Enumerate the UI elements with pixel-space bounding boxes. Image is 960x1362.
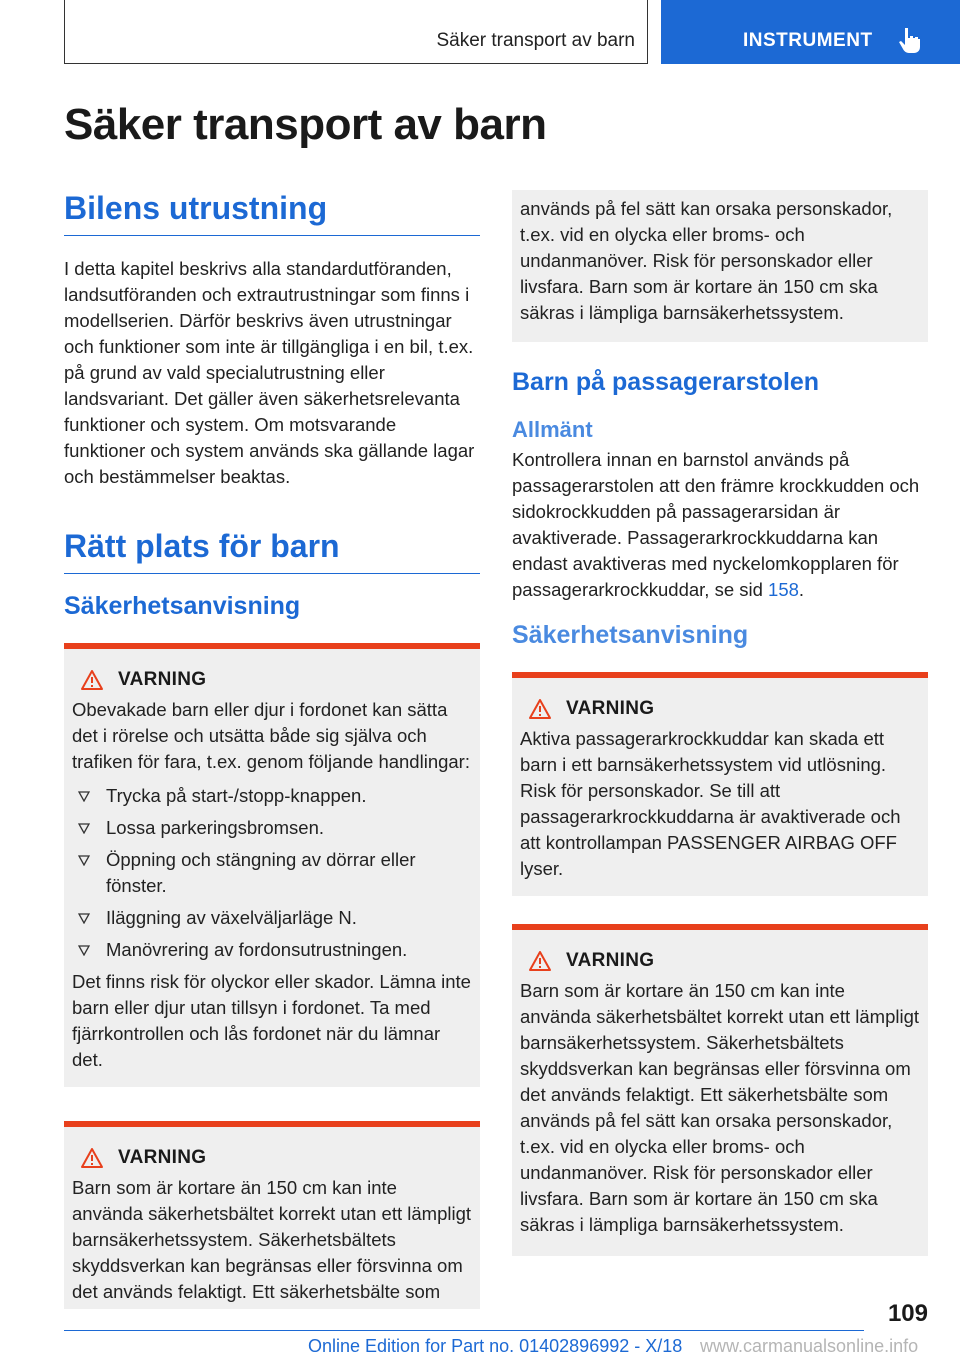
section-heading-ratt-plats: Rätt plats för barn	[64, 528, 480, 574]
warning-box-seatbelt-full	[512, 924, 928, 1256]
warning-list	[72, 783, 472, 963]
subheading-sakerhetsanvisning-right: Säkerhetsanvisning	[512, 621, 749, 649]
bilens-utrustning-text: I detta kapitel beskrivs alla standardutföranden, landsutföranden och extrautrustningar som finns i modellserien. Därför beskrivs även utrustningar och funktioner som inte är tillgängliga i en bil, t.ex. på grund av vald specialutrustning eller landsvariant. Det gäller även säkerhetsrelevanta funktioner och system. Om motsvarande funktioner och system används ska gällande lagar och bestämmelser beaktas.	[64, 258, 475, 487]
section-heading-bilens-utrustning: Bilens utrustning	[64, 190, 480, 236]
subheading-barn-passagerarstolen: Barn på passagerarstolen	[512, 368, 820, 396]
warning-intro: Obevakade barn eller djur i fordonet kan sätta det i rörelse och utsätta både sig själva och trafiken för fara, t.ex. genom följande handlingar:	[72, 699, 470, 772]
warning-continued-text: används på fel sätt kan orsaka personskador, t.ex. vid en olycka eller broms- och undanmanöver. Risk för personskador eller livsfara. Barn som är kortare än 150 cm ska säkras i lämpliga barnsäkerhetssystem.	[520, 198, 893, 323]
warning-title: VARNING	[566, 950, 655, 971]
footer-edition: Online Edition for Part no. 01402896992 - X/18	[308, 1336, 683, 1356]
header-section-box	[64, 0, 648, 64]
warning-box-continued	[512, 190, 928, 342]
warning-text: Barn som är kortare än 150 cm kan inte använda säkerhetsbältet korrekt utan ett lämpligt barnsäkerhetssystem. Säkerhetsbältets skyddsverkan kan begränsas eller försvinna om det används felaktigt. Ett säkerhetsbälte som	[72, 1177, 472, 1302]
header-tab-instrument[interactable]	[661, 0, 960, 64]
left-column	[64, 190, 480, 1309]
list-item: Öppning och stängning av dörrar eller fönster.	[72, 847, 472, 899]
warning-text: Aktiva passagerarkrockkuddar kan skada ett barn i ett barnsäkerhetssystem vid utlösning. Risk för personskador. Se till att passagerarkrockkuddarna är avaktiverade och att kontrollampan PASSENGER AIRBAG OFF lyser.	[520, 728, 901, 879]
triangle-bullet-icon	[78, 855, 90, 866]
list-item: Iläggning av växelväljarläge N.	[72, 905, 472, 931]
list-item: Lossa parkeringsbromsen.	[72, 815, 472, 841]
pointing-hand-icon	[899, 26, 923, 54]
warning-title: VARNING	[118, 1147, 207, 1168]
warning-box-seatbelt	[64, 1121, 480, 1309]
subheading-sakerhetsanvisning-left: Säkerhetsanvisning	[64, 592, 301, 620]
header-tab-label: INSTRUMENT	[743, 30, 873, 51]
page-title: Säker transport av barn	[64, 100, 547, 149]
warning-triangle-icon	[80, 669, 104, 691]
right-column	[512, 190, 928, 1256]
warning-outro: Det finns risk för olyckor eller skador. Lämna inte barn eller djur utan tillsyn i fordonet. Ta med fjärrkontrollen och lås fordonet när du lämnar det.	[72, 971, 471, 1070]
warning-box-airbag	[512, 672, 928, 896]
footer-divider	[64, 1330, 864, 1331]
allmant-text: Kontrollera innan en barnstol används på passagerarstolen att den främre krockkudden och sidokrockkudden på passagerarsidan är avaktiverade. Passagerarkrockkuddarna kan endast avaktiveras med nyckelomkopplaren för passagerarkrockkuddar, se sid 158.	[512, 449, 920, 600]
page-link-158[interactable]: 158	[768, 579, 799, 600]
triangle-bullet-icon	[78, 945, 90, 956]
header-section-title: Säker transport av barn	[436, 30, 635, 51]
triangle-bullet-icon	[78, 791, 90, 802]
warning-box-unattended	[64, 643, 480, 1087]
list-item: Manövrering av fordonsutrustningen.	[72, 937, 472, 963]
warning-text: Barn som är kortare än 150 cm kan inte använda säkerhetsbältet korrekt utan ett lämpligt barnsäkerhetssystem. Säkerhetsbältets skyddsverkan kan begränsas eller försvinna om det används felaktigt. Ett säkerhetsbälte som används på fel sätt kan orsaka personskador, t.ex. vid en olycka eller broms- och undanmanöver. Risk för personskador eller livsfara. Barn som är kortare än 150 cm ska säkras i lämpliga barnsäkerhetssystem.	[520, 980, 920, 1235]
footer-watermark: www.carmanualsonline.info	[700, 1336, 919, 1356]
warning-title: VARNING	[118, 669, 207, 690]
triangle-bullet-icon	[78, 823, 90, 834]
page-number: 109	[887, 1300, 928, 1327]
warning-triangle-icon	[528, 698, 552, 720]
subheading-allmant: Allmänt	[512, 417, 593, 442]
list-item: Trycka på start-/stopp-knappen.	[72, 783, 472, 809]
warning-triangle-icon	[528, 950, 552, 972]
triangle-bullet-icon	[78, 913, 90, 924]
warning-triangle-icon	[80, 1147, 104, 1169]
warning-title: VARNING	[566, 698, 655, 719]
